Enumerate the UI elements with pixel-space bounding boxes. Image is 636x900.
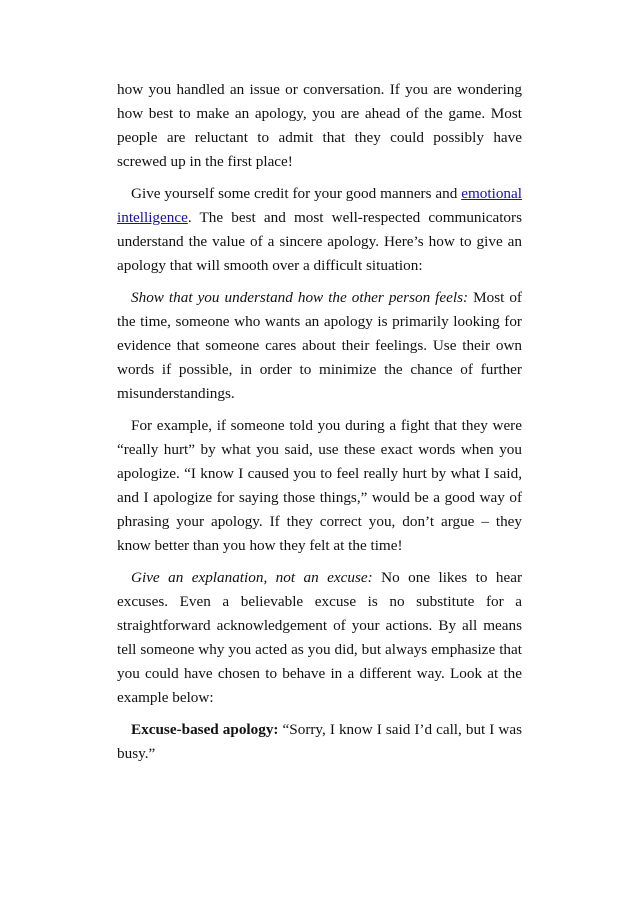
paragraph-understand-feelings — [117, 286, 522, 406]
paragraph-text: . The best and most well-respected communicators understand the value of a sincere apology. Here’s how to give an apology that will smooth over a difficult situation: — [117, 209, 522, 274]
paragraph-example — [117, 414, 522, 558]
paragraph-text: “Sorry, I know I said I’d call, but I was busy.” — [117, 721, 523, 762]
paragraph-text: Give yourself some credit for your good manners and — [131, 185, 462, 202]
paragraph-lead-heading: Excuse-based apology: — [131, 721, 279, 738]
paragraph-lead-heading: Give an explanation, not an excuse: — [131, 569, 373, 586]
paragraph-text: For example, if someone told you during a fight that they were “really hurt” by what you said, use these exact words when you apologize. “I know I caused you to feel really hurt by what I said, and I apologize for saying those things,” would be a good way of phrasing your apology. If they correct you, don’t argue – they know better than you how they felt at the time! — [117, 417, 522, 554]
emotional-intelligence-link[interactable]: emotional intelligence — [117, 185, 522, 226]
paragraph-intro — [117, 78, 522, 174]
paragraph-credit — [117, 182, 522, 278]
document-page — [117, 78, 522, 774]
paragraph-text: how you handled an issue or conversation. If you are wondering how best to make an apology, you are ahead of the game. Most people are reluctant to admit that they could possibly have screwed up in the first place! — [117, 81, 522, 170]
paragraph-excuse-example — [117, 718, 522, 766]
paragraph-text: Most of the time, someone who wants an apology is primarily looking for evidence that someone cares about their feelings. Use their own words if possible, in order to minimize the chance of further misunderstandings. — [117, 289, 522, 402]
paragraph-text: No one likes to hear excuses. Even a believable excuse is no substitute for a straightforward acknowledgement of your actions. By all means tell someone why you acted as you did, but always emphasize that you could have chosen to behave in a different way. Look at the example below: — [117, 569, 523, 706]
paragraph-lead-heading: Show that you understand how the other person feels: — [131, 289, 469, 306]
paragraph-explanation — [117, 566, 522, 710]
